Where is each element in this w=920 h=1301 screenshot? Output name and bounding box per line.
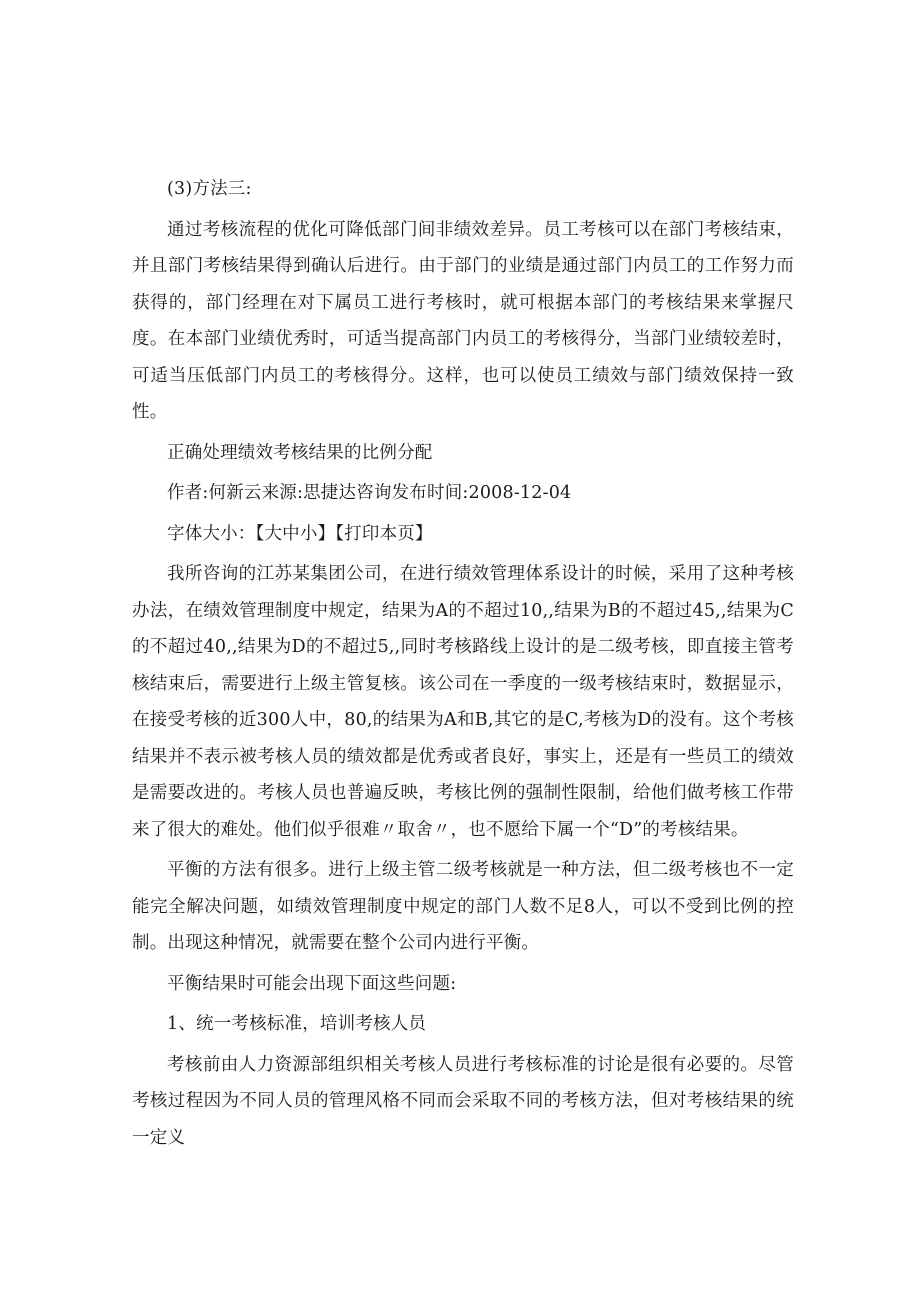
article-byline: 作者:何新云来源:思捷达咨询发布时间:2008-12-04 (167, 483, 572, 503)
paragraph-method-three-body: 通过考核流程的优化可降低部门间非绩效差异。员工考核可以在部门考核结束，并且部门考核结果得到确认后进行。由于部门的业绩是通过部门内员工的工作努力而获得的，部门经理在对下属员工进行考核时，就可根据本部门的考核结果来掌握尺度。在本部门业绩优秀时，可适当提高部门内员工的考核得分，当部门业绩较差时，可适当压低部门内员工的考核得分。这样，也可以使员工绩效与部门绩效保持一致性。 (132, 219, 794, 422)
document-body (132, 171, 794, 1160)
section-heading-method-three: (3)方法三: (167, 179, 252, 199)
font-size-print-controls: 字体大小：【大中小】【打印本页】 (167, 523, 433, 544)
paragraph-standards-discussion: 考核前由人力资源部组织相关考核人员进行考核标准的讨论是很有必要的。尽管考核过程因为不同人员的管理风格不同而会采取不同的考核方法，但对考核结果的统一定义 (132, 1054, 794, 1148)
paragraph-balancing-issues-intro: 平衡结果时可能会出现下面这些问题: (167, 973, 457, 994)
paragraph-case-study: 我所咨询的江苏某集团公司，在进行绩效管理体系设计的时候，采用了这种考核办法，在绩效管理制度中规定，结果为A的不超过10,,结果为B的不超过45,,结果为C的不超过40,,结果为D的不超过5,,同时考核路线上设计的是二级考核，即直接主管考核结束后，需要进行上级主管复核。该公司在一季度的一级考核结束时，数据显示，在接受考核的近300人中，80,的结果为A和B,其它的是C,考核为D的没有。这个考核结果并不表示被考核人员的绩效都是优秀或者良好，事实上，还是有一些员工的绩效是需要改进的。考核人员也普遍反映，考核比例的强制性限制，给他们做考核工作带来了很大的难处。他们似乎很难〃取舍〃，也不愿给下属一个“D”的考核结果。 (132, 564, 794, 840)
article-title: 正确处理绩效考核结果的比例分配 (167, 442, 433, 463)
list-item-heading-1: 1、统一考核标准，培训考核人员 (167, 1014, 427, 1034)
paragraph-balancing-methods: 平衡的方法有很多。进行上级主管二级考核就是一种方法，但二级考核也不一定能完全解决问题，如绩效管理制度中规定的部门人数不足8人，可以不受到比例的控制。出现这种情况，就需要在整个公司内进行平衡。 (132, 860, 794, 953)
